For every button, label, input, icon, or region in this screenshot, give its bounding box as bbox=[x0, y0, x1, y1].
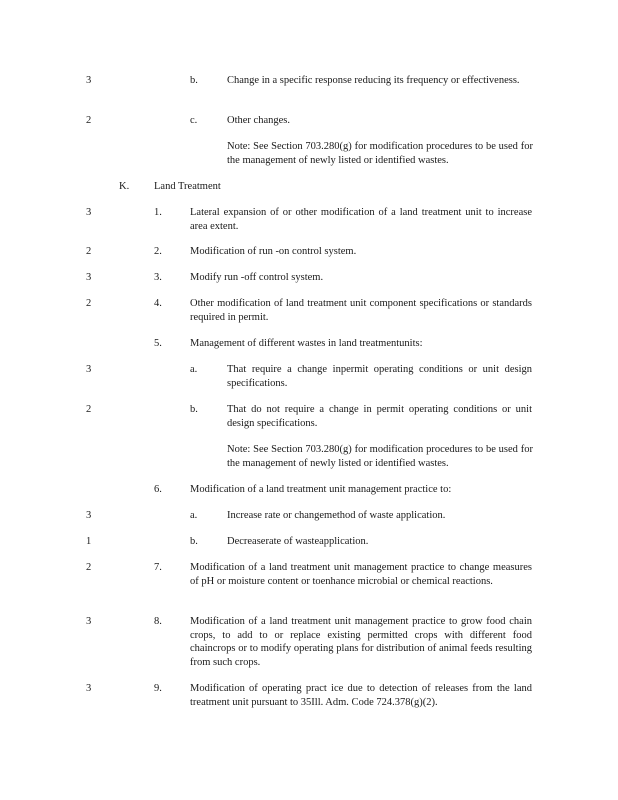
item-letter: a. bbox=[190, 364, 198, 375]
item-number: 8. bbox=[154, 616, 162, 627]
item-text: Lateral expansion of or other modification of a land treatment unit to increase area extent. bbox=[190, 207, 532, 232]
item-number: 4. bbox=[154, 298, 162, 309]
item-letter: a. bbox=[190, 510, 198, 521]
class-number: 1 bbox=[86, 536, 92, 547]
item-text: Modification of operating pract ice due to detection of releases from the land treatment unit pursuant to 35Ill. Adm. Code 724.378(g)(2). bbox=[190, 683, 532, 708]
class-number: 2 bbox=[86, 404, 92, 415]
item-text: Modification of a land treatment unit management practice to change measures of pH or moisture content or toenhance microbial or chemical reactions. bbox=[190, 562, 532, 587]
item-text: Decreaserate of wasteapplication. bbox=[227, 536, 369, 547]
note-text: Note: See Section 703.280(g) for modification procedures to be used for the management of newly listed or identified wastes. bbox=[227, 444, 533, 469]
item-text: Modification of a land treatment unit management practice to grow food chain crops, to add to or replace existing permitted crops with different food chaincrops or to modify operating plans for distribution of animal feeds resulting from such crops. bbox=[190, 616, 532, 668]
class-number: 2 bbox=[86, 115, 92, 126]
item-text: Other changes. bbox=[227, 115, 290, 126]
item-text: That do not require a change in permit operating conditions or unit design specifications. bbox=[227, 404, 532, 429]
class-number: 2 bbox=[86, 562, 92, 573]
class-number: 3 bbox=[86, 75, 92, 86]
section-letter: K. bbox=[119, 181, 130, 192]
item-text: That require a change inpermit operating conditions or unit design specifications. bbox=[227, 364, 532, 389]
item-text: Modification of run -on control system. bbox=[190, 246, 357, 257]
class-number: 3 bbox=[86, 364, 92, 375]
item-letter: b. bbox=[190, 404, 198, 415]
class-number: 2 bbox=[86, 298, 92, 309]
item-letter: b. bbox=[190, 75, 198, 86]
item-number: 6. bbox=[154, 484, 162, 495]
item-letter: b. bbox=[190, 536, 198, 547]
item-text: Change in a specific response reducing its frequency or effectiveness. bbox=[227, 75, 520, 86]
class-number: 3 bbox=[86, 207, 92, 218]
item-number: 5. bbox=[154, 338, 162, 349]
note-text: Note: See Section 703.280(g) for modification procedures to be used for the management of newly listed or identified wastes. bbox=[227, 141, 533, 166]
item-number: 9. bbox=[154, 683, 162, 694]
item-text: Other modification of land treatment unit component specifications or standards required in permit. bbox=[190, 298, 532, 323]
item-number: 7. bbox=[154, 562, 162, 573]
item-number: 1. bbox=[154, 207, 162, 218]
item-text: Modification of a land treatment unit management practice to: bbox=[190, 484, 452, 495]
section-title: Land Treatment bbox=[154, 181, 221, 192]
class-number: 2 bbox=[86, 246, 92, 257]
item-number: 2. bbox=[154, 246, 162, 257]
class-number: 3 bbox=[86, 272, 92, 283]
item-text: Management of different wastes in land treatmentunits: bbox=[190, 338, 423, 349]
item-text: Modify run -off control system. bbox=[190, 272, 324, 283]
class-number: 3 bbox=[86, 510, 92, 521]
item-letter: c. bbox=[190, 115, 198, 126]
class-number: 3 bbox=[86, 616, 92, 627]
item-text: Increase rate or changemethod of waste application. bbox=[227, 510, 446, 521]
item-number: 3. bbox=[154, 272, 162, 283]
class-number: 3 bbox=[86, 683, 92, 694]
